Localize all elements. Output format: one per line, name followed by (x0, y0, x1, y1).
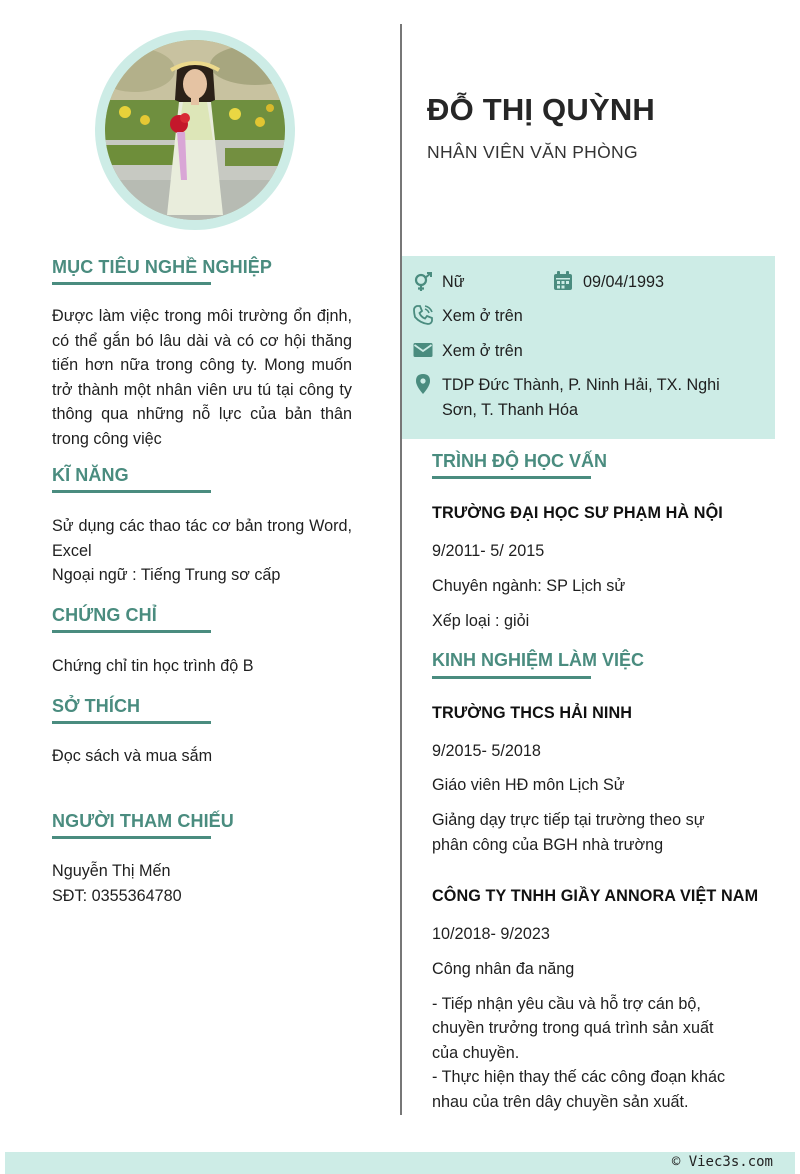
certificate-item: Chứng chỉ tin học trình độ B (52, 657, 254, 675)
job-description: - Thực hiện thay thế các công đoạn khác (432, 1068, 726, 1086)
skill-item: Ngoại ngữ : Tiếng Trung sơ cấp (52, 566, 281, 585)
avatar-frame (95, 30, 295, 230)
job-description: phân công của BGH nhà trường (432, 836, 664, 854)
section-title-experience: KINH NGHIỆM LÀM VIỆC (432, 650, 645, 670)
phone-icon (413, 305, 433, 325)
calendar-icon (553, 271, 573, 291)
section-underline (52, 282, 211, 285)
education-grade: Xếp loại : giỏi (432, 612, 530, 630)
job-description: chuyền trưởng trong quá trình sản xuất (432, 1019, 714, 1037)
job-title: NHÂN VIÊN VĂN PHÒNG (427, 142, 638, 162)
section-title: KĨ NĂNG (52, 465, 129, 485)
section-underline (52, 630, 211, 633)
job-description: nhau của trên dây chuyền sản xuất. (432, 1093, 689, 1111)
section-title-education: TRÌNH ĐỘ HỌC VẤN (432, 451, 607, 471)
section-skills (52, 465, 352, 588)
footer-bar (5, 1152, 795, 1174)
job-company: TRƯỜNG THCS HẢI NINH (432, 704, 633, 722)
section-certificates (52, 605, 352, 679)
reference-name: Nguyễn Thị Mến (52, 862, 171, 880)
mail-icon (413, 340, 433, 360)
job-description: Giảng dạy trực tiếp tại trường theo sự (432, 811, 705, 829)
section-title: SỞ THÍCH (52, 696, 141, 716)
section-underline (52, 721, 211, 724)
hobby-item: Đọc sách và mua sắm (52, 747, 213, 765)
address-line: Sơn, T. Thanh Hóa (442, 401, 579, 419)
contact-panel (402, 256, 775, 439)
skill-item: Sử dụng các thao tác cơ bản trong Word, Excel (52, 517, 352, 560)
section-objective (52, 257, 352, 452)
section-underline (432, 476, 591, 479)
portrait-image (105, 40, 285, 220)
job-company: CÔNG TY TNHH GIẦY ANNORA VIỆT NAM (432, 887, 759, 905)
footer-credit: © Viec3s.com (671, 1154, 773, 1170)
education-school: TRƯỜNG ĐẠI HỌC SƯ PHẠM HÀ NỘI (432, 504, 723, 522)
section-title: MỤC TIÊU NGHỀ NGHIỆP (52, 257, 273, 277)
objective-text: Được làm việc trong môi trường ổn định, có thể gắn bó lâu dài và có cơ hội thăng tiến hơn nữa trong công ty. Mong muốn trở thành một nhân viên ưu tú tại công ty thông qua những nỗ lực của bản thân trong công việc (52, 307, 352, 448)
email-value: Xem ở trên (442, 342, 523, 360)
job-period: 10/2018- 9/2023 (432, 925, 550, 943)
section-references (52, 811, 352, 908)
phone-value: Xem ở trên (442, 307, 523, 325)
section-underline (52, 836, 211, 839)
avatar (105, 40, 285, 220)
job-period: 9/2015- 5/2018 (432, 742, 541, 760)
reference-phone: SĐT: 0355364780 (52, 886, 182, 905)
section-underline (432, 676, 591, 679)
education-period: 9/2011- 5/ 2015 (432, 542, 545, 560)
address-line: TDP Đức Thành, P. Ninh Hải, TX. Nghi (442, 376, 720, 394)
location-pin-icon (413, 374, 433, 394)
education-major: Chuyên ngành: SP Lịch sử (432, 577, 626, 595)
section-title: CHỨNG CHỈ (52, 605, 157, 625)
job-role: Giáo viên HĐ môn Lịch Sử (432, 776, 625, 794)
gender-icon (413, 272, 433, 292)
job-role: Công nhân đa năng (432, 960, 575, 978)
column-divider (400, 24, 402, 1115)
gender-value: Nữ (442, 273, 465, 291)
section-hobbies (52, 696, 352, 769)
section-title: NGƯỜI THAM CHIẾU (52, 811, 234, 831)
section-underline (52, 490, 211, 493)
birthdate-value: 09/04/1993 (583, 273, 665, 291)
candidate-name: ĐỖ THỊ QUỲNH (427, 92, 656, 127)
job-description: của chuyền. (432, 1044, 520, 1062)
job-description: - Tiếp nhận yêu cầu và hỗ trợ cán bộ, (432, 995, 701, 1013)
